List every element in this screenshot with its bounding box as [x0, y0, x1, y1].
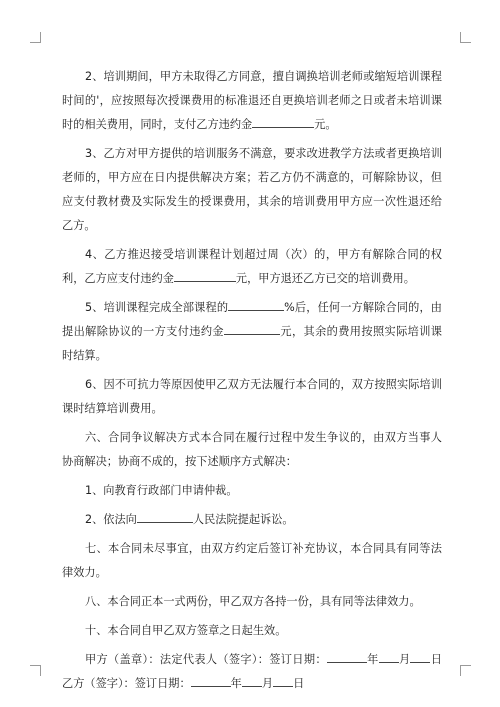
clause-5 — [62, 296, 442, 368]
blank-field — [137, 509, 193, 523]
signature-block — [62, 648, 442, 696]
crop-mark-top-left — [30, 32, 41, 43]
blank-field — [273, 673, 293, 687]
clause-text: 元，甲方退还乙方已交的培训费用。 — [235, 272, 415, 285]
blank-field — [252, 114, 314, 128]
blank-field — [228, 297, 284, 311]
clause-text: 2、依法向 — [85, 513, 137, 526]
crop-mark-bottom-left — [30, 665, 41, 676]
clause-text: 2、培训期间，甲方未取得乙方同意，擅自调换培训老师或缩短培训课程时间的'，应按照每次授课费用的标准退还自更换培训老师之日或者未培训课时的相关费用，同时，支付乙方违约金 — [62, 70, 442, 131]
clause-text: 十、本合同自甲乙双方签章之日起生效。 — [85, 624, 287, 637]
crop-mark-top-right — [460, 32, 471, 43]
clause-text: 月 — [398, 653, 411, 666]
clause-text: %后，任何一方解除合同的，由提出解除协议的一方支付违约金 — [62, 301, 442, 338]
document-body — [62, 65, 442, 701]
clause-text: 甲方（盖章）：法定代表人（签字）：签订日期： — [85, 653, 327, 666]
clause-text: 人民法院提起诉讼。 — [192, 513, 294, 526]
clause-6 — [62, 373, 442, 421]
clause-text: 元。 — [314, 118, 337, 131]
blank-field — [174, 268, 236, 282]
clause-supplement — [62, 537, 442, 585]
clause-text: 1、向教育行政部门申请仲裁。 — [85, 484, 238, 497]
clause-effective — [62, 619, 442, 643]
blank-field — [327, 649, 367, 663]
clause-arbitration — [62, 479, 442, 503]
blank-field — [191, 673, 231, 687]
clause-text: 5、培训课程完成全部课程的 — [85, 301, 229, 314]
clause-4 — [62, 243, 442, 291]
clause-text: 6、因不可抗力等原因使甲乙双方无法履行本合同的，双方按照实际培训课时结算培训费用。 — [62, 378, 442, 415]
clause-text: 八、本合同正本一式两份，甲乙双方各持一份，具有同等法律效力。 — [85, 595, 421, 608]
clause-text: 年 — [230, 677, 242, 690]
clause-2 — [62, 65, 442, 137]
clause-lawsuit — [62, 508, 442, 532]
clause-text: 4、乙方推迟接受培训课程计划超过周（次）的，甲方有解除合同的权利，乙方应支付违约金 — [62, 248, 442, 285]
clause-text: 六、合同争议解决方式本合同在履行过程中发生争议的，由双方当事人协商解决；协商不成的，按下述顺序方式解决： — [62, 431, 442, 468]
clause-text: 年 — [366, 653, 379, 666]
clause-text: 日乙方（签字）：签订日期： — [62, 653, 442, 690]
clause-copies — [62, 590, 442, 614]
clause-text: 七、本合同未尽事宜，由双方约定后签订补充协议，本合同具有同等法律效力。 — [62, 542, 442, 579]
blank-field — [242, 673, 262, 687]
clause-text: 元，其余的费用按照实际培训课时结算。 — [62, 325, 442, 362]
clause-text: 日 — [293, 677, 305, 690]
blank-field — [224, 321, 280, 335]
blank-field — [410, 649, 430, 663]
clause-text: 月 — [261, 677, 274, 690]
crop-mark-bottom-right — [460, 665, 471, 676]
clause-3 — [62, 142, 442, 238]
clause-dispute — [62, 426, 442, 474]
blank-field — [379, 649, 399, 663]
clause-text: 3、乙方对甲方提供的培训服务不满意，要求改进教学方法或者更换培训老师的，甲方应在日内提供解决方案；若乙方仍不满意的，可解除协议，但应支付教材费及实际发生的授课费用，其余的培训费用甲方应一次性退还给乙方。 — [62, 147, 442, 232]
